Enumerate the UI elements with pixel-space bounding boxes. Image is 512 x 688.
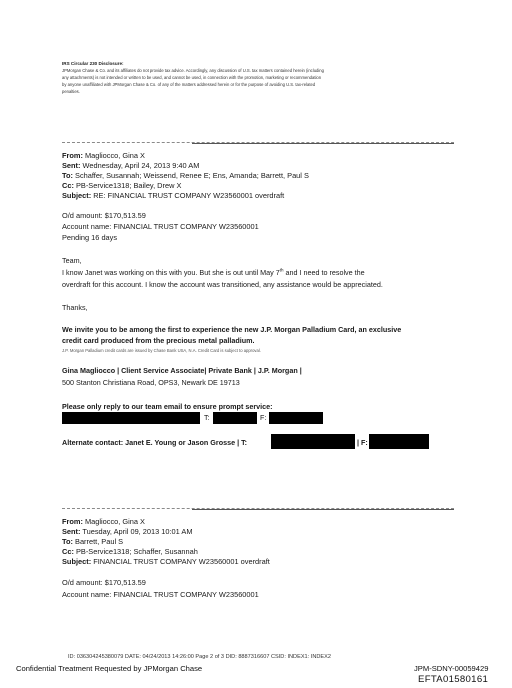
email2-to: To: Barrett, Paul S <box>62 537 124 546</box>
email1-account-name: Account name: FINANCIAL TRUST COMPANY W23560001 <box>62 222 259 231</box>
redaction-block <box>369 434 429 449</box>
email2-account-name: Account name: FINANCIAL TRUST COMPANY W23560001 <box>62 590 259 599</box>
redaction-block <box>269 412 323 424</box>
irs-disclosure-line: by anyone unaffiliated with JPMorgan Chase & Co. of any of the matters addressed herein or for the purpose of avoiding U.S. tax-related <box>62 82 316 87</box>
redaction-block <box>271 434 355 449</box>
email1-subject: Subject: RE: FINANCIAL TRUST COMPANY W23560001 overdraft <box>62 191 285 200</box>
email1-thanks: Thanks, <box>62 303 88 312</box>
reply-note: Please only reply to our team email to ensure prompt service: <box>62 402 273 411</box>
phone-label: T: <box>204 413 210 422</box>
email1-paragraph-line: overdraft for this account. I know the account was transitioned, any assistance would be appreciated. <box>62 280 383 289</box>
email2-subject: Subject: FINANCIAL TRUST COMPANY W23560001 overdraft <box>62 557 270 566</box>
email1-from: From: Magliocco, Gina X <box>62 151 145 160</box>
redaction-block <box>62 412 200 424</box>
promo-line: credit card produced from the precious metal palladium. <box>62 336 255 345</box>
alternate-contact: Alternate contact: Janet E. Young or Jason Grosse | T: <box>62 438 248 447</box>
bates-number: JPM-SDNY-00059429 <box>414 664 489 673</box>
email1-sent: Sent: Wednesday, April 24, 2013 9:40 AM <box>62 161 200 170</box>
email1-pending: Pending 16 days <box>62 233 118 242</box>
fax-id-line: ID: 036304245380079 DATE: 04/24/2013 14:26:00 Page 2 of 3 DID: 8887316607 CSID: INDEX1: INDEX2 <box>68 654 331 660</box>
irs-disclosure-line: penalties. <box>62 89 80 94</box>
email2-cc: Cc: PB-Service1318; Schaffer, Susannah <box>62 547 198 556</box>
redaction-block <box>213 412 257 424</box>
irs-disclosure-title: IRS Circular 230 Disclosure: <box>62 61 124 66</box>
email1-to: To: Schaffer, Susannah; Weissend, Renee E; Ens, Amanda; Barrett, Paul S <box>62 171 309 180</box>
signature-name: Gina Magliocco | Client Service Associate| Private Bank | J.P. Morgan | <box>62 366 302 375</box>
email1-paragraph-line: I know Janet was working on this with you. But she is out until May 7th and I need to resolve the <box>62 267 365 277</box>
email1-greeting: Team, <box>62 256 82 265</box>
email2-sent: Sent: Tuesday, April 09, 2013 10:01 AM <box>62 527 193 536</box>
irs-disclosure-line: JPMorgan Chase & Co. and its affiliates do not provide tax advice. Accordingly, any discussion of U.S. tax matters contained herein (including <box>62 68 324 73</box>
fax-label: F: <box>260 413 267 422</box>
email-separator-rule <box>192 143 454 144</box>
email1-od-amount: O/d amount: $170,513.59 <box>62 211 146 220</box>
promo-line: We invite you to be among the first to experience the new J.P. Morgan Palladium Card, an exclusive <box>62 325 402 334</box>
irs-disclosure-line: any attachments) is not intended or written to be used, and cannot be used, in connection with the promotion, marketing or recommendation <box>62 75 322 80</box>
confidential-notice: Confidential Treatment Requested by JPMorgan Chase <box>16 664 203 673</box>
email1-cc: Cc: PB-Service1318; Bailey, Drew X <box>62 181 182 190</box>
alternate-fax-label: | F: <box>357 438 368 447</box>
email2-from: From: Magliocco, Gina X <box>62 517 145 526</box>
email2-od-amount: O/d amount: $170,513.59 <box>62 578 146 587</box>
email-separator-rule <box>192 509 454 510</box>
promo-disclaimer: J.P. Morgan Palladium credit cards are issued by Chase Bank USA, N.A. Credit Card is subject to approval. <box>62 348 261 353</box>
efta-number: EFTA01580161 <box>418 674 489 685</box>
signature-address: 500 Stanton Christiana Road, OPS3, Newark DE 19713 <box>62 378 240 387</box>
